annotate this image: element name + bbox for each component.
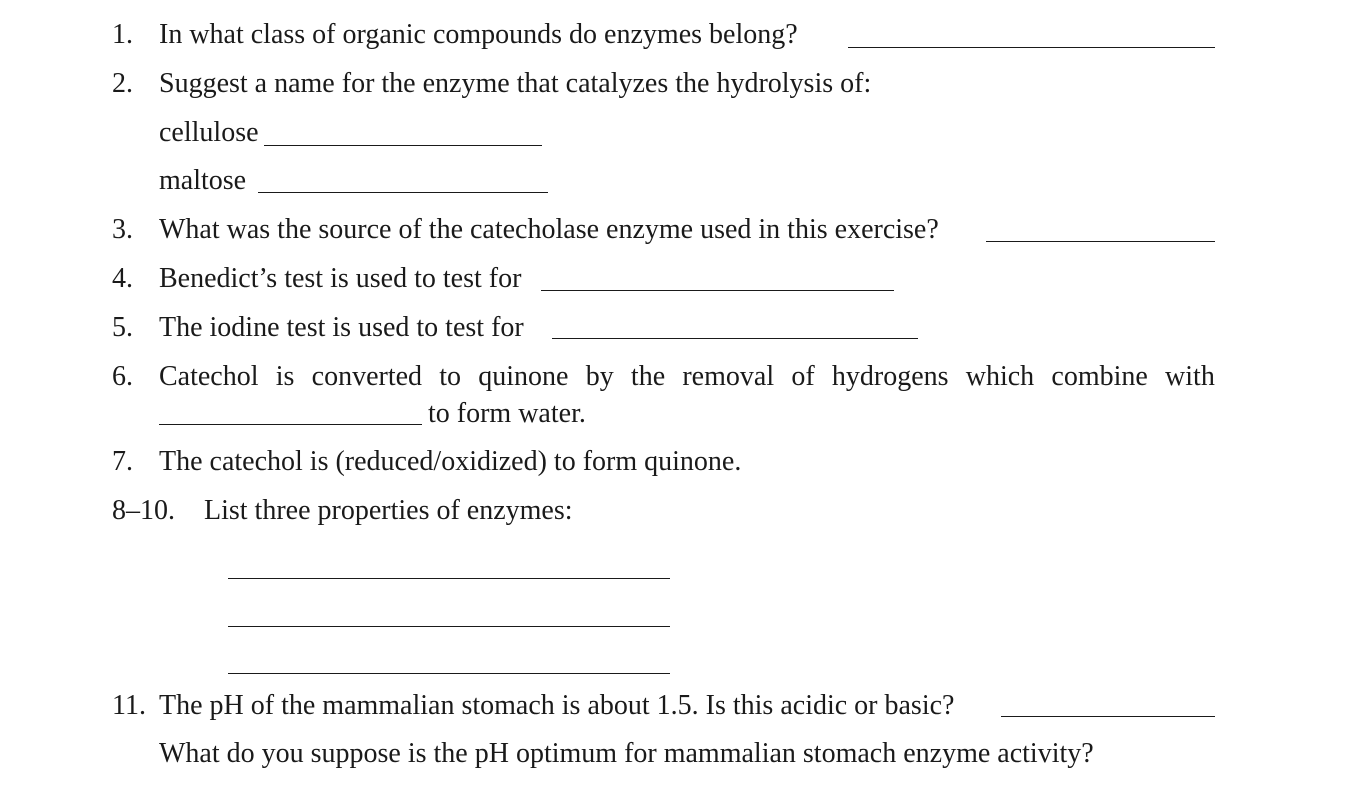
subquestion-cellulose xyxy=(0,116,1352,150)
word: hydrogens xyxy=(831,361,949,392)
question-6-tail xyxy=(0,397,1352,431)
word: of xyxy=(791,361,815,392)
question-2 xyxy=(0,67,1352,101)
word: to xyxy=(439,361,462,392)
answer-blank-4[interactable] xyxy=(541,290,894,291)
word: removal xyxy=(682,361,775,392)
question-8-10 xyxy=(0,494,1352,528)
subquestion-label: cellulose xyxy=(159,117,259,148)
question-number: 4. xyxy=(112,263,133,294)
question-5 xyxy=(0,311,1352,345)
question-11 xyxy=(0,689,1352,723)
question-text: Benedict’s test is used to test for xyxy=(159,263,522,294)
question-text: Suggest a name for the enzyme that catalyzes the hydrolysis of: xyxy=(159,68,872,99)
question-number: 7. xyxy=(112,446,133,477)
question-number: 3. xyxy=(112,214,133,245)
answer-blank-3[interactable] xyxy=(986,241,1215,242)
word: with xyxy=(1165,361,1215,392)
word: converted xyxy=(311,361,423,392)
word: by xyxy=(585,361,614,392)
question-11-followup xyxy=(0,737,1352,771)
answer-blank-8[interactable] xyxy=(228,578,670,579)
word: the xyxy=(630,361,666,392)
question-number: 6. xyxy=(112,361,133,392)
word: which xyxy=(965,361,1035,392)
answer-blank-cellulose[interactable] xyxy=(264,145,542,146)
question-text: What was the source of the catecholase enzyme used in this exercise? xyxy=(159,214,939,245)
word: Catechol xyxy=(159,361,259,392)
subquestion-label: maltose xyxy=(159,165,247,196)
word: is xyxy=(275,361,295,392)
question-number: 11. xyxy=(112,690,146,721)
question-text: List three properties of enzymes: xyxy=(204,495,573,526)
word: combine xyxy=(1051,361,1148,392)
answer-blank-11[interactable] xyxy=(1001,716,1215,717)
question-7 xyxy=(0,445,1352,479)
answer-blank-maltose[interactable] xyxy=(258,192,548,193)
question-text: The catechol is (reduced/oxidized) to form quinone. xyxy=(159,446,742,477)
word: quinone xyxy=(478,361,569,392)
question-text-tail: to form water. xyxy=(428,398,586,429)
question-number: 2. xyxy=(112,68,133,99)
answer-blank-10[interactable] xyxy=(228,673,670,674)
question-6-text xyxy=(159,360,1215,394)
answer-blank-9[interactable] xyxy=(228,626,670,627)
answer-blank-1[interactable] xyxy=(848,47,1215,48)
answer-blank-5[interactable] xyxy=(552,338,918,339)
question-number: 8–10. xyxy=(112,495,175,526)
question-number: 5. xyxy=(112,312,133,343)
subquestion-maltose xyxy=(0,164,1352,198)
question-text: The pH of the mammalian stomach is about 1.5. Is this acidic or basic? xyxy=(159,690,955,721)
question-text: The iodine test is used to test for xyxy=(159,312,524,343)
question-text: In what class of organic compounds do enzymes belong? xyxy=(159,19,798,50)
question-text: What do you suppose is the pH optimum for mammalian stomach enzyme activity? xyxy=(159,738,1094,769)
question-number: 1. xyxy=(112,19,133,50)
